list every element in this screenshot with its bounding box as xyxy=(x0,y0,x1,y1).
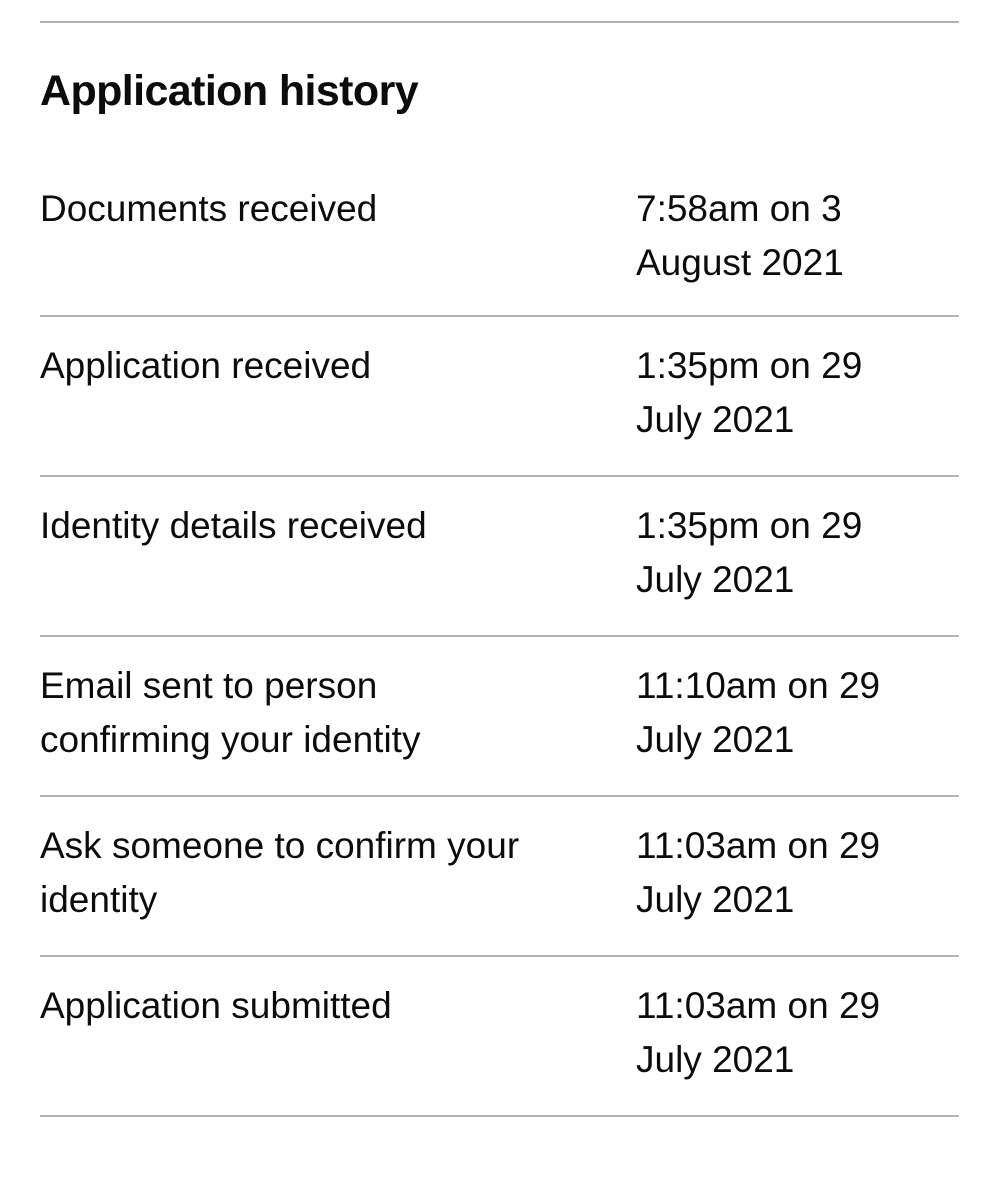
application-history-heading: Application history xyxy=(40,67,419,115)
history-timestamp: 1:35pm on 29 July 2021 xyxy=(636,345,863,440)
section-divider xyxy=(40,21,959,23)
history-timestamp: 1:35pm on 29 July 2021 xyxy=(636,505,863,600)
history-row xyxy=(40,477,959,637)
history-row xyxy=(40,162,959,317)
history-event: Application received xyxy=(40,345,372,386)
history-row xyxy=(40,797,959,957)
history-row xyxy=(40,957,959,1117)
history-timestamp: 11:10am on 29 July 2021 xyxy=(636,665,881,760)
history-row xyxy=(40,637,959,797)
history-event: Documents received xyxy=(40,188,378,229)
history-event: Email sent to person confirming your identity xyxy=(40,665,421,760)
history-event: Ask someone to confirm your identity xyxy=(40,825,520,920)
history-event: Application submitted xyxy=(40,985,392,1026)
history-timestamp: 11:03am on 29 July 2021 xyxy=(636,985,881,1080)
history-timestamp: 11:03am on 29 July 2021 xyxy=(636,825,881,920)
history-row xyxy=(40,317,959,477)
history-event: Identity details received xyxy=(40,505,427,546)
application-history-list xyxy=(40,162,959,1117)
history-timestamp: 7:58am on 3 August 2021 xyxy=(636,188,844,283)
